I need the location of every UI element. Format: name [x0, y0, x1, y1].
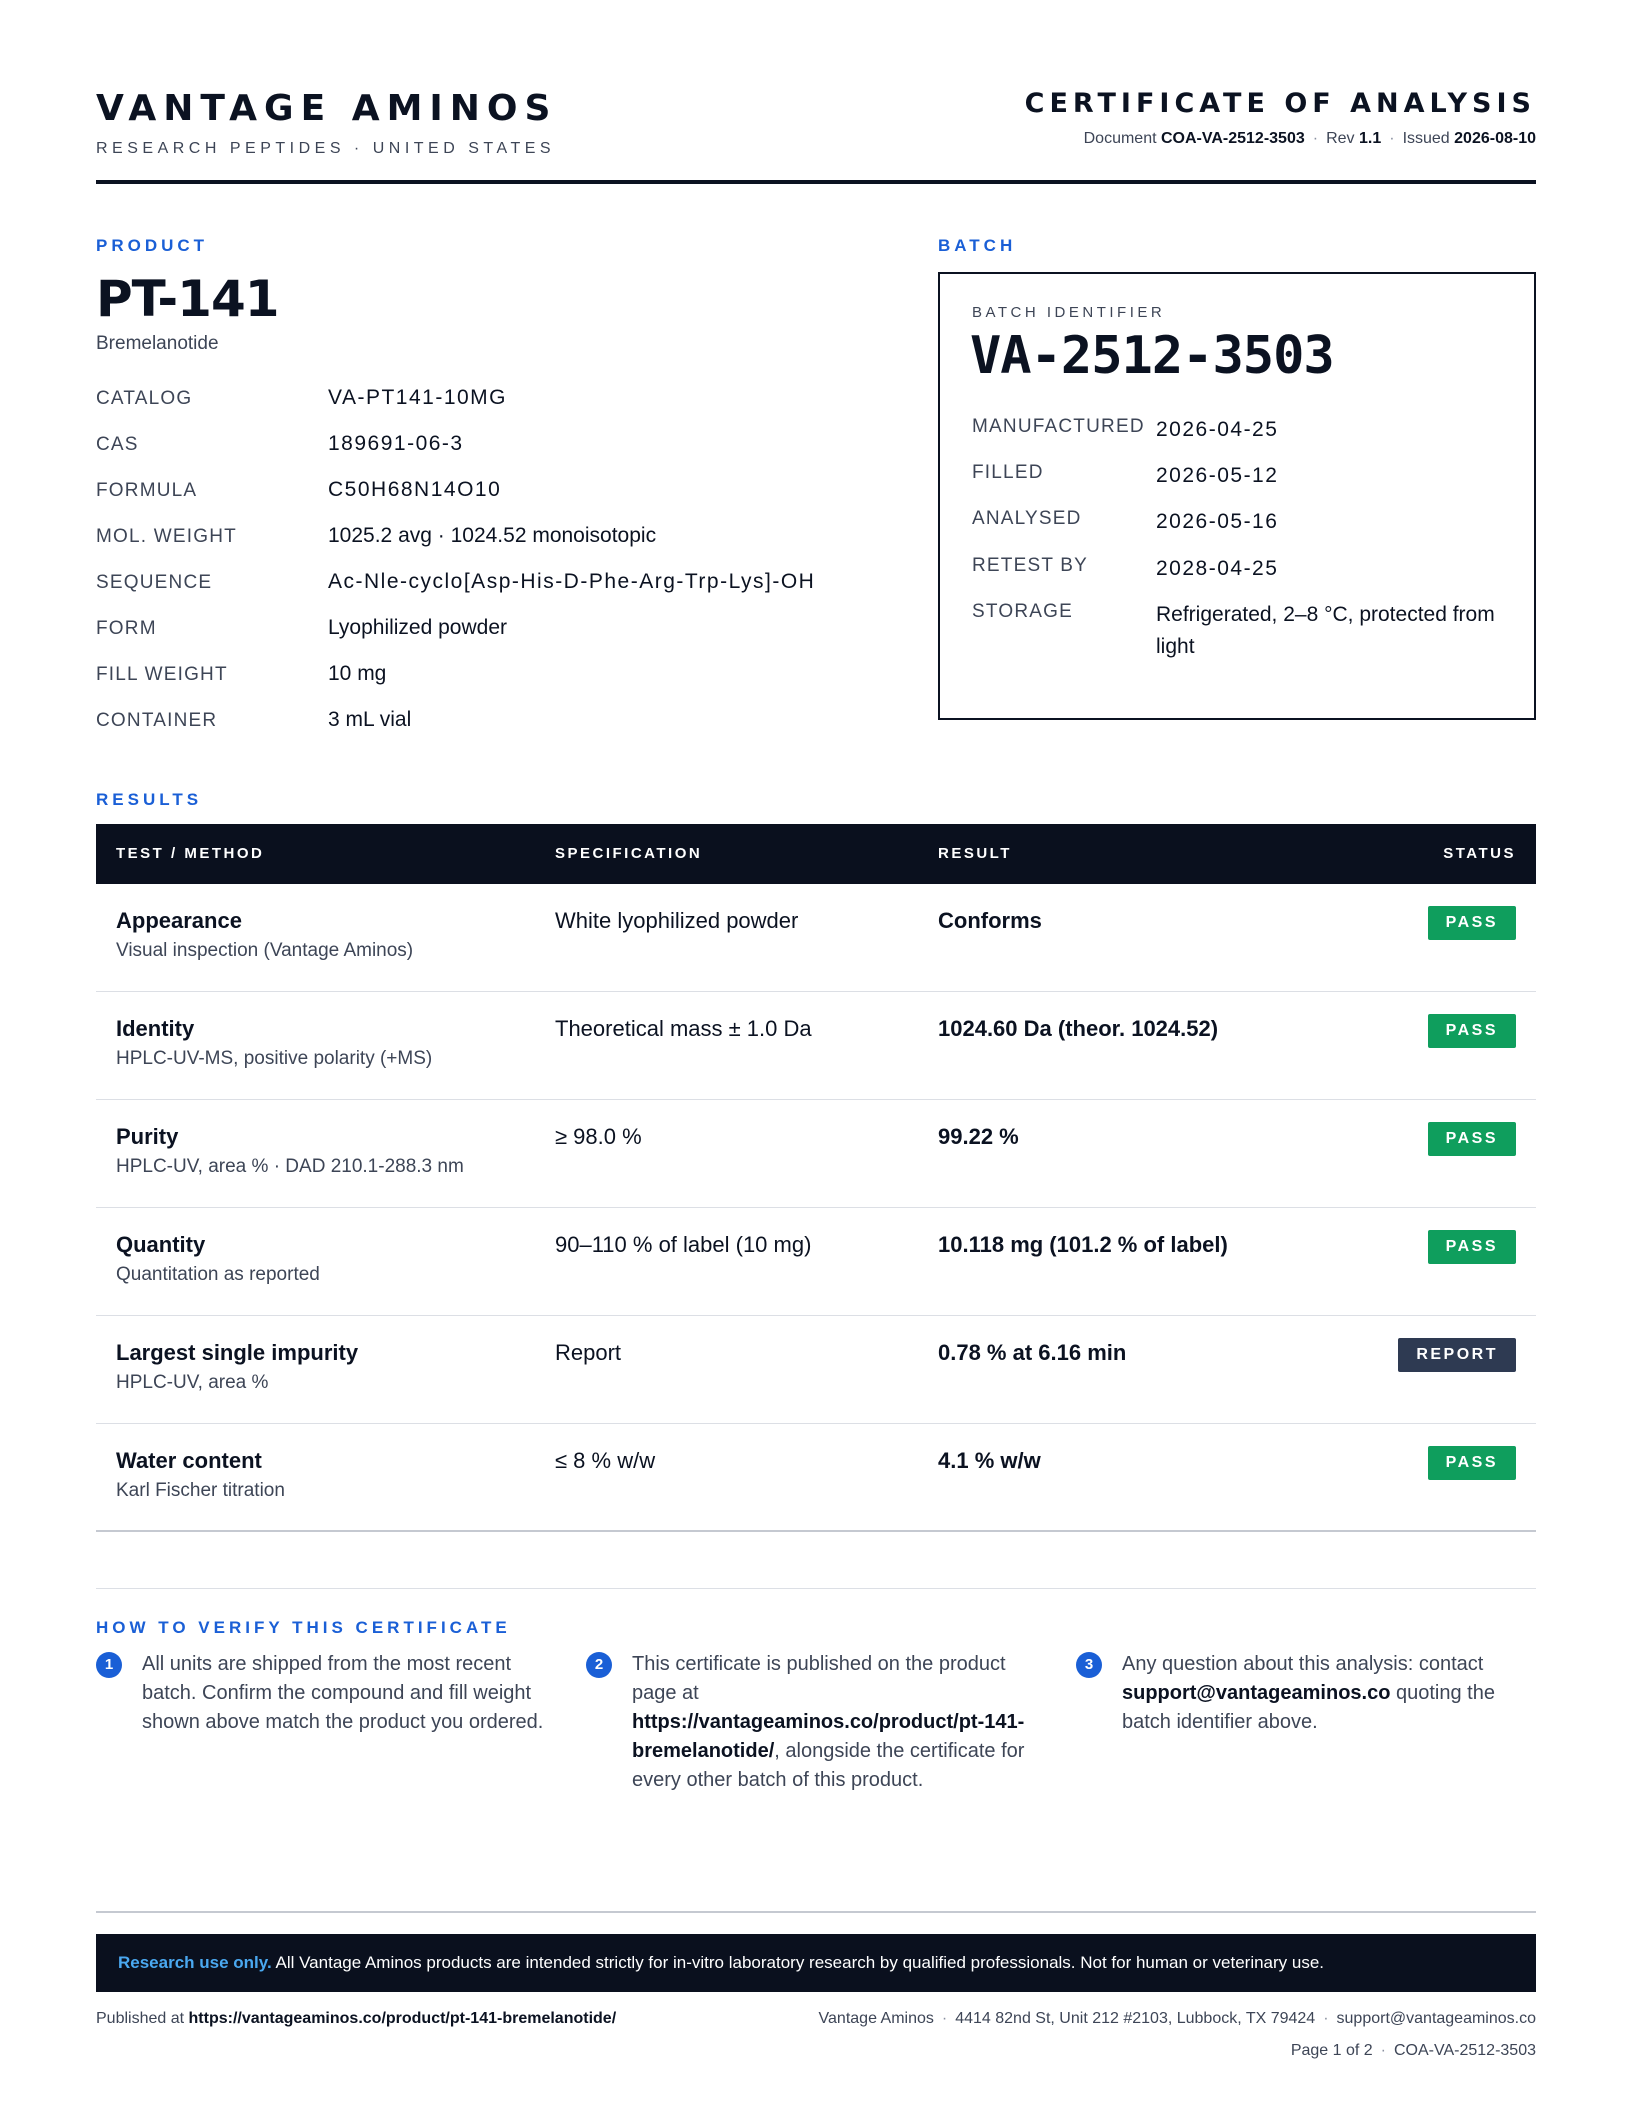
spec-value: 10 mg — [328, 662, 387, 685]
step-text — [632, 1650, 1042, 1795]
step-text-b: , alongside the certificate for every other batch of this product. — [632, 1740, 1025, 1791]
spec-key: CONTAINER — [96, 710, 218, 731]
spec-key: CATALOG — [96, 388, 193, 409]
test-name: Largest single impurity — [116, 1340, 359, 1365]
step-text-a: Any question about this analysis: contact — [1122, 1653, 1484, 1675]
spec-row — [96, 566, 916, 612]
spec-row — [96, 428, 916, 474]
product-section-label: PRODUCT — [96, 236, 209, 255]
col-result: RESULT — [938, 845, 1012, 862]
rev-label: Rev — [1326, 130, 1355, 147]
batch-field-value: 2026-04-25 — [1156, 418, 1279, 441]
batch-field-key: STORAGE — [972, 601, 1073, 622]
issued-date: 2026-08-10 — [1454, 130, 1536, 147]
test-method: HPLC-UV, area % — [116, 1372, 269, 1393]
step-text-b: quoting the batch identifier above. — [1122, 1682, 1495, 1733]
company-address: Vantage Aminos · 4414 82nd St, Unit 212 #2103, Lubbock, TX 79424 · support@vantageaminos.co — [818, 2010, 1536, 2027]
banner-highlight: Research use only. — [118, 1953, 272, 1972]
test-result: 10.118 mg (101.2 % of label) — [938, 1232, 1228, 1257]
brand-name: VANTAGE AMINOS — [96, 88, 558, 129]
spec-row — [96, 704, 916, 750]
batch-id: VA-2512-3503 — [970, 326, 1334, 386]
test-name: Water content — [116, 1448, 262, 1473]
header-divider — [96, 180, 1536, 184]
table-row — [96, 1424, 1536, 1532]
spec-row — [96, 474, 916, 520]
test-method: Karl Fischer titration — [116, 1480, 285, 1501]
batch-section-label: BATCH — [938, 236, 1017, 255]
company-name: Vantage Aminos — [818, 2010, 934, 2027]
table-row — [96, 1316, 1536, 1424]
test-spec: Theoretical mass ± 1.0 Da — [555, 1016, 812, 1041]
doc-id: COA-VA-2512-3503 — [1160, 130, 1305, 147]
published-at — [96, 2010, 616, 2028]
published-url[interactable]: https://vantageaminos.co/product/pt-141-bremelanotide/ — [188, 2010, 617, 2027]
batch-field-value: 2026-05-12 — [1156, 464, 1279, 487]
product-subname: Bremelanotide — [96, 333, 219, 354]
published-label: Published at — [96, 2010, 189, 2027]
table-row — [96, 1100, 1536, 1208]
test-result: 1024.60 Da (theor. 1024.52) — [938, 1016, 1219, 1041]
step-number: 3 — [1076, 1652, 1102, 1678]
document-title: CERTIFICATE OF ANALYSIS — [1024, 88, 1536, 119]
research-use-banner — [96, 1934, 1536, 1992]
status-badge: PASS — [1428, 1446, 1516, 1480]
test-result: 4.1 % w/w — [938, 1448, 1041, 1473]
batch-panel — [938, 272, 1536, 720]
address: 4414 82nd St, Unit 212 #2103, Lubbock, TX 79424 — [955, 2010, 1316, 2027]
batch-field-value: Refrigerated, 2–8 °C, protected from light — [1156, 603, 1495, 658]
product-page-link[interactable]: https://vantageaminos.co/product/pt-141-bremelanotide/ — [632, 1711, 1025, 1762]
test-spec: ≥ 98.0 % — [555, 1124, 642, 1149]
spec-row — [96, 612, 916, 658]
step-number: 1 — [96, 1652, 122, 1678]
spec-key: MOL. WEIGHT — [96, 526, 237, 547]
test-spec: 90–110 % of label (10 mg) — [555, 1232, 812, 1257]
banner-text: All Vantage Aminos products are intended strictly for in-vitro laboratory research by qualified professionals. Not for human or veterinary use. — [271, 1953, 1325, 1972]
table-row — [96, 884, 1536, 992]
rev-value: 1.1 — [1358, 130, 1382, 147]
test-result: 99.22 % — [938, 1124, 1019, 1149]
footer-doc-id: COA-VA-2512-3503 — [1394, 2042, 1536, 2059]
spec-value: 189691-06-3 — [328, 432, 464, 455]
test-name: Quantity — [116, 1232, 206, 1257]
brand-tagline: RESEARCH PEPTIDES · UNITED STATES — [96, 140, 556, 157]
test-method: HPLC-UV, area % · DAD 210.1-288.3 nm — [116, 1156, 464, 1177]
doc-label: Document — [1083, 130, 1157, 147]
batch-field-value: 2028-04-25 — [1156, 557, 1279, 580]
test-spec: White lyophilized powder — [555, 908, 799, 933]
col-status: STATUS — [1443, 845, 1516, 862]
step-text-a: All units are shipped from the most recent batch. Confirm the compound and fill weight shown above match the product you ordered. — [142, 1653, 544, 1733]
test-method: Quantitation as reported — [116, 1264, 320, 1285]
batch-field-key: RETEST BY — [972, 555, 1089, 576]
document-meta: Document COA-VA-2512-3503 · Rev 1.1 · Issued 2026-08-10 — [1083, 130, 1536, 147]
test-spec: Report — [555, 1340, 622, 1365]
product-spec-table — [96, 382, 916, 750]
spec-key: CAS — [96, 434, 139, 455]
verify-section-label: HOW TO VERIFY THIS CERTIFICATE — [96, 1618, 511, 1637]
results-table-body — [96, 884, 1536, 1532]
section-divider — [96, 1588, 1536, 1589]
table-row — [96, 992, 1536, 1100]
test-spec: ≤ 8 % w/w — [555, 1448, 656, 1473]
spec-value: Ac-Nle-cyclo[Asp-His-D-Phe-Arg-Trp-Lys]-OH — [328, 570, 816, 593]
spec-row — [96, 658, 916, 704]
issued-label: Issued — [1402, 130, 1450, 147]
product-name: PT-141 — [96, 270, 279, 328]
results-table-header — [96, 824, 1536, 884]
test-name: Purity — [116, 1124, 179, 1149]
spec-value: 1025.2 avg · 1024.52 monoisotopic — [328, 524, 657, 547]
batch-field-key: FILLED — [972, 462, 1044, 483]
step-text — [142, 1650, 552, 1737]
batch-field-value: 2026-05-16 — [1156, 510, 1279, 533]
spec-row — [96, 520, 916, 566]
spec-key: FORMULA — [96, 480, 198, 501]
spec-value: C50H68N14O10 — [328, 478, 502, 501]
status-badge: PASS — [1428, 1014, 1516, 1048]
spec-row — [96, 382, 916, 428]
test-method: Visual inspection (Vantage Aminos) — [116, 940, 414, 961]
spec-value: VA-PT141-10MG — [328, 386, 507, 409]
test-result: Conforms — [938, 908, 1042, 933]
table-row — [96, 1208, 1536, 1316]
spec-key: SEQUENCE — [96, 572, 213, 593]
test-name: Appearance — [116, 908, 242, 933]
page-count: Page 1 of 2 — [1290, 2042, 1373, 2059]
step-text — [1122, 1650, 1532, 1737]
page-number: Page 1 of 2 · COA-VA-2512-3503 — [1290, 2042, 1536, 2059]
spec-value: 3 mL vial — [328, 708, 412, 731]
batch-id-label: BATCH IDENTIFIER — [972, 304, 1166, 321]
spec-key: FORM — [96, 618, 157, 639]
status-badge: PASS — [1428, 1230, 1516, 1264]
spec-key: FILL WEIGHT — [96, 664, 228, 685]
spec-value: Lyophilized powder — [328, 616, 508, 639]
certificate-page — [96, 0, 1536, 2112]
status-badge: PASS — [1428, 1122, 1516, 1156]
footer-divider — [96, 1911, 1536, 1913]
col-test-method: TEST / METHOD — [116, 845, 265, 862]
footer-email[interactable]: support@vantageaminos.co — [1336, 2010, 1536, 2027]
status-badge: PASS — [1428, 906, 1516, 940]
step-text-a: This certificate is published on the product page at — [632, 1653, 1006, 1704]
test-method: HPLC-UV-MS, positive polarity (+MS) — [116, 1048, 433, 1069]
batch-field-key: ANALYSED — [972, 508, 1082, 529]
step-number: 2 — [586, 1652, 612, 1678]
results-section-label: RESULTS — [96, 790, 203, 809]
document-header — [96, 88, 1536, 184]
status-badge: REPORT — [1398, 1338, 1516, 1372]
test-result: 0.78 % at 6.16 min — [938, 1340, 1127, 1365]
col-specification: SPECIFICATION — [555, 845, 703, 862]
batch-field-key: MANUFACTURED — [972, 416, 1145, 437]
test-name: Identity — [116, 1016, 195, 1041]
support-email-link[interactable]: support@vantageaminos.co — [1122, 1682, 1391, 1704]
